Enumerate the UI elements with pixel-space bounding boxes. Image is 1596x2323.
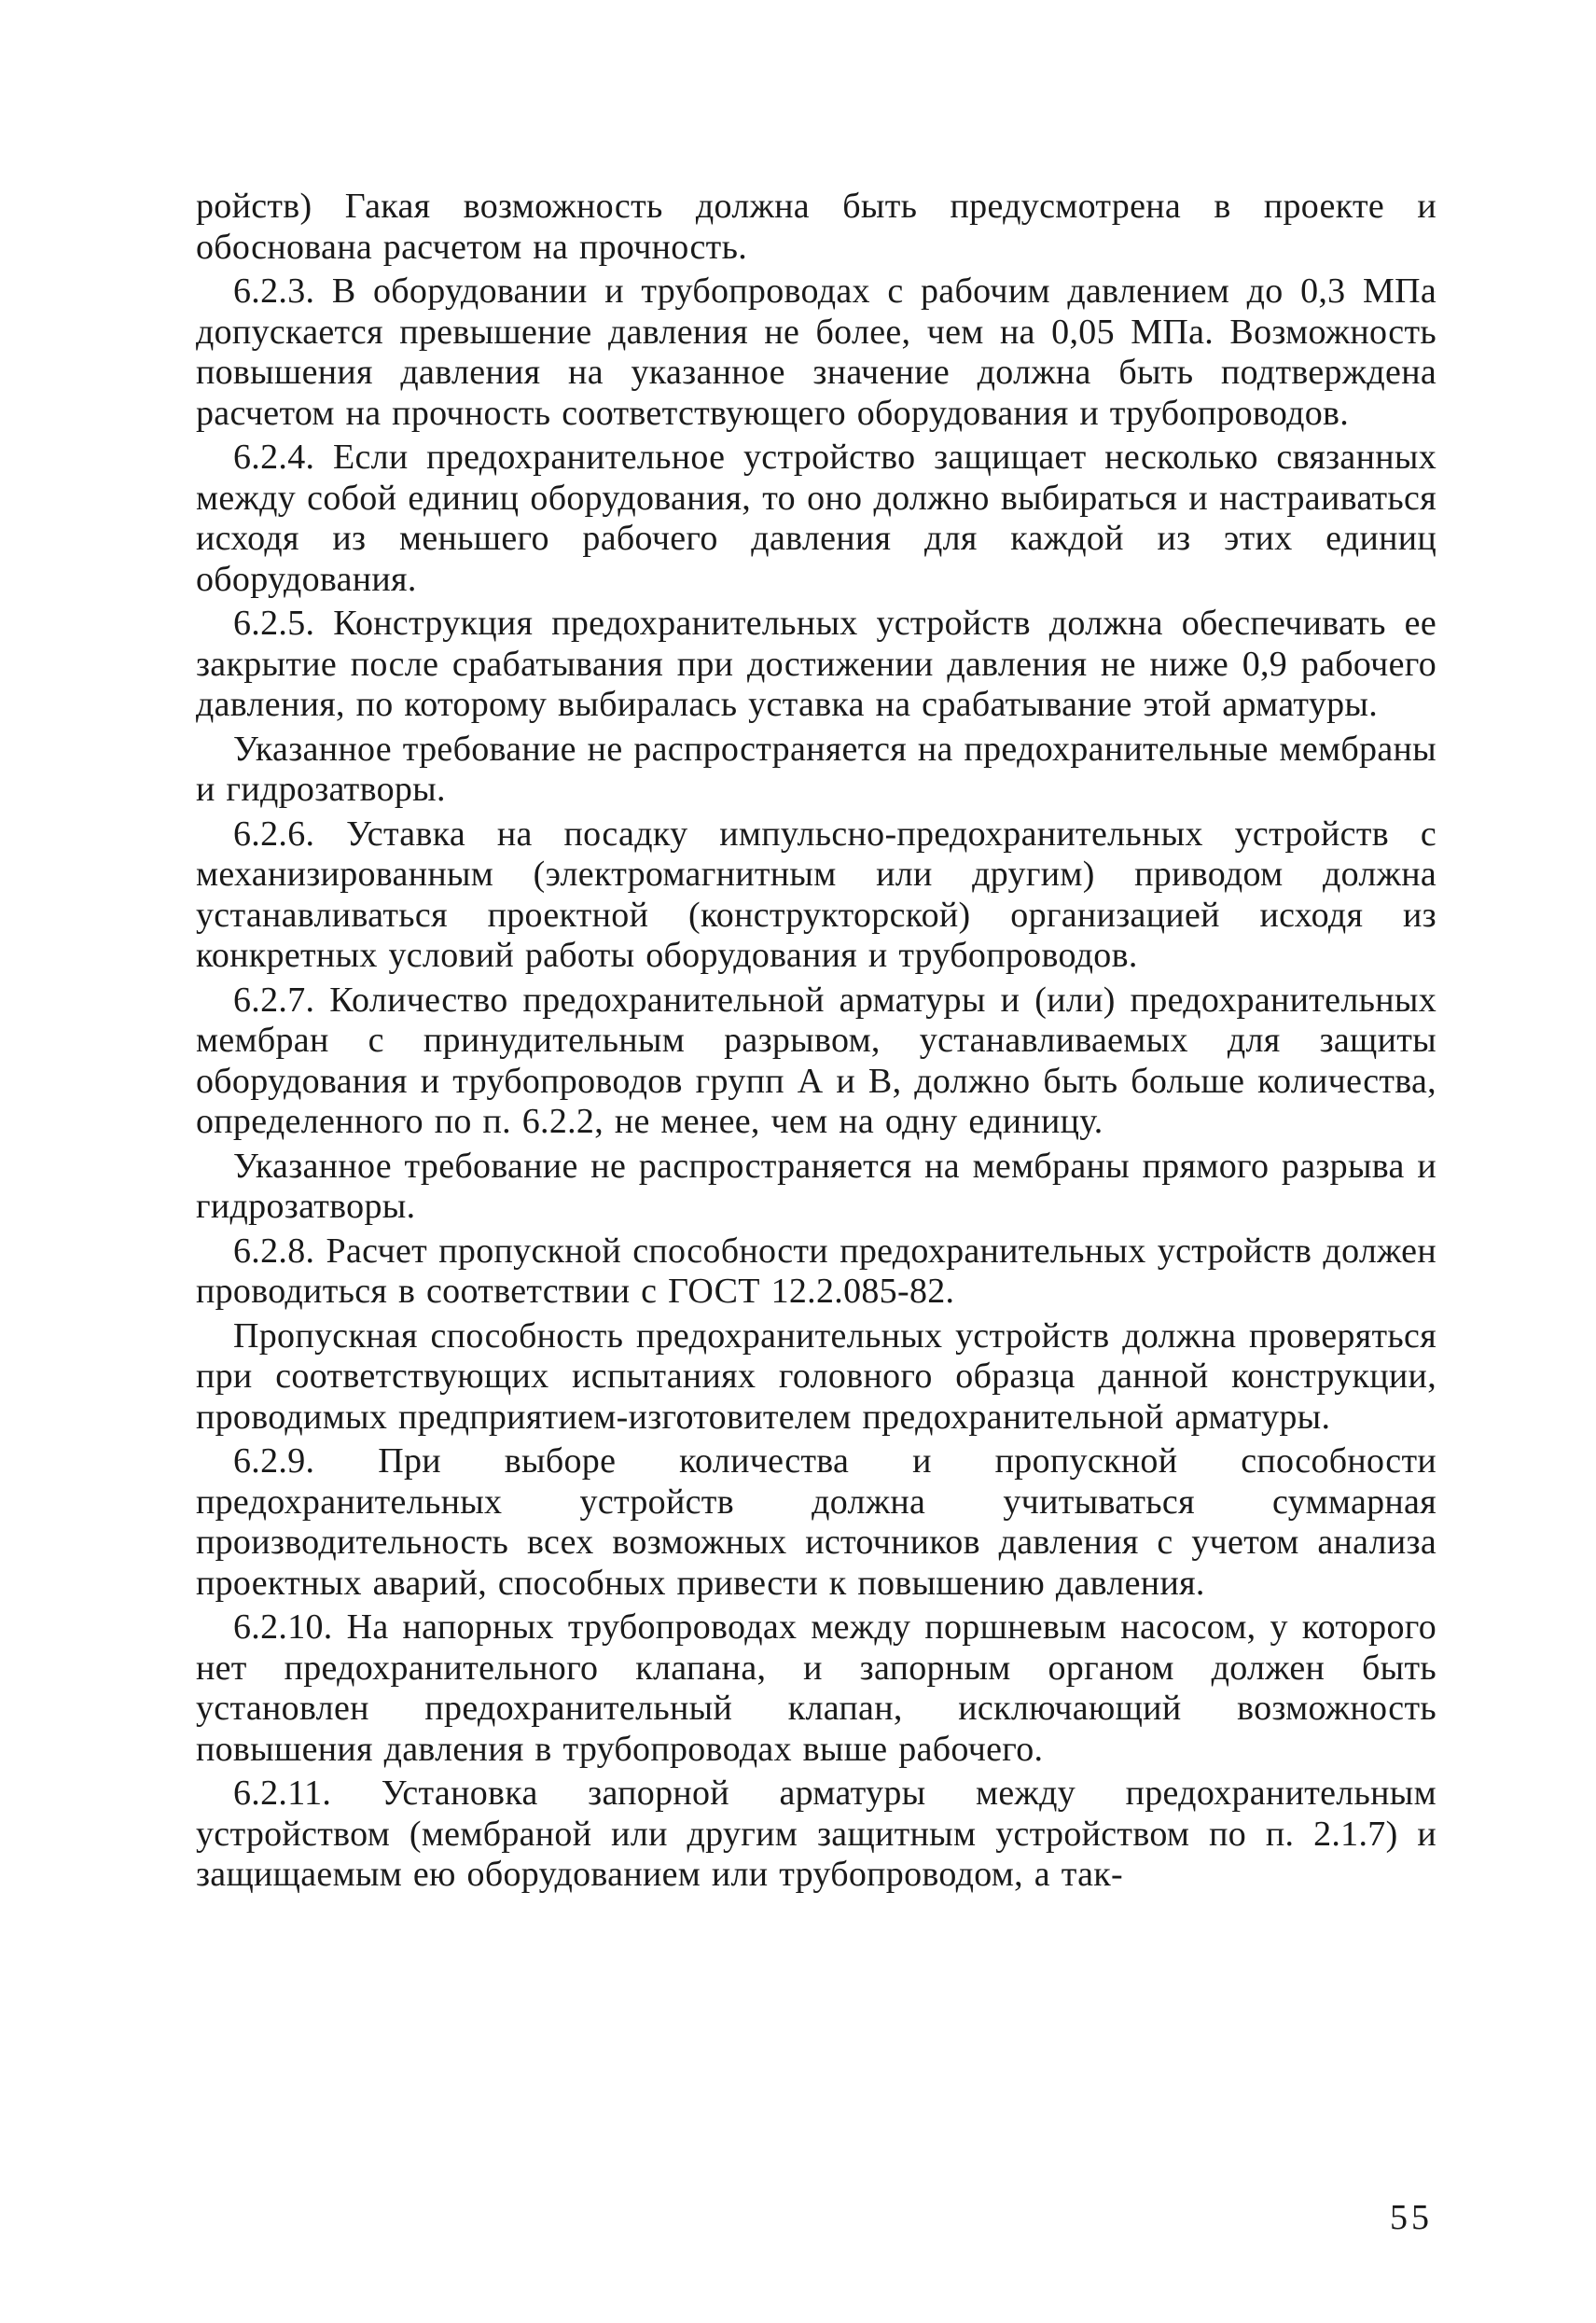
paragraph-6-2-9: 6.2.9. При выборе количества и пропускной способности предохранительных устройств должна учитываться суммарная производительность всех возможных источников давления с учетом анализа проектных аварий, способных привести к повышению давления. bbox=[196, 1441, 1436, 1603]
paragraph-6-2-11: 6.2.11. Установка запорной арматуры между предохранительным устройством (мембраной или другим защитным устройством по п. 2.1.7) и защищаемым ею оборудованием или трубопроводом, а так- bbox=[196, 1774, 1436, 1894]
page-number: 55 bbox=[1390, 2198, 1433, 2237]
paragraph-6-2-3: 6.2.3. В оборудовании и трубопроводах с рабочим давлением до 0,3 МПа допускается превышение давления не более, чем на 0,05 МПа. Возможность повышения давления на указанное значение должна быть подтверждена расчетом на прочность соответствующего оборудования и трубопроводов. bbox=[196, 271, 1436, 433]
paragraph-6-2-10: 6.2.10. На напорных трубопроводах между поршневым насосом, у которого нет предохранительного клапана, и запорным органом должен быть установлен предохранительный клапан, исключающий возможность повышения давления в трубопроводах выше рабочего. bbox=[196, 1607, 1436, 1769]
paragraph-6-2-8: 6.2.8. Расчет пропускной способности предохранительных устройств должен проводиться в соответствии с ГОСТ 12.2.085-82. bbox=[196, 1231, 1436, 1311]
paragraph-6-2-5: 6.2.5. Конструкция предохранительных устройств должна обеспечивать ее закрытие после срабатывания при достижении давления не ниже 0,9 рабочего давления, по которому выбиралась уставка на срабатывание этой арматуры. bbox=[196, 604, 1436, 724]
paragraph-6-2-7: 6.2.7. Количество предохранительной арматуры и (или) предохранительных мембран с принудительным разрывом, устанавливаемых для защиты оборудования и трубопроводов групп А и В, должно быть больше количества, определенного по п. 6.2.2, не менее, чем на одну единицу. bbox=[196, 980, 1436, 1141]
document-page bbox=[196, 187, 1436, 1899]
paragraph-6-2-7-note: Указанное требование не распространяется на мембраны прямого разрыва и гидрозатворы. bbox=[196, 1146, 1436, 1226]
paragraph-continuation: ройств) Гакая возможность должна быть предусмотрена в проекте и обоснована расчетом на прочность. bbox=[196, 187, 1436, 267]
paragraph-6-2-4: 6.2.4. Если предохранительное устройство защищает несколько связанных между собой единиц оборудования, то оно должно выбираться и настраиваться исходя из меньшего рабочего давления для каждой из этих единиц оборудования. bbox=[196, 438, 1436, 599]
paragraph-6-2-6: 6.2.6. Уставка на посадку импульсно-предохранительных устройств с механизированным (электромагнитным или другим) приводом должна устанавливаться проектной (конструкторской) организацией исходя из конкретных условий работы оборудования и трубопроводов. bbox=[196, 814, 1436, 975]
paragraph-6-2-8-note: Пропускная способность предохранительных устройств должна проверяться при соответствующих испытаниях головного образца данной конструкции, проводимых предприятием-изготовителем предохранительной арматуры. bbox=[196, 1315, 1436, 1437]
paragraph-6-2-5-note: Указанное требование не распространяется на предохранительные мембраны и гидрозатворы. bbox=[196, 729, 1436, 809]
